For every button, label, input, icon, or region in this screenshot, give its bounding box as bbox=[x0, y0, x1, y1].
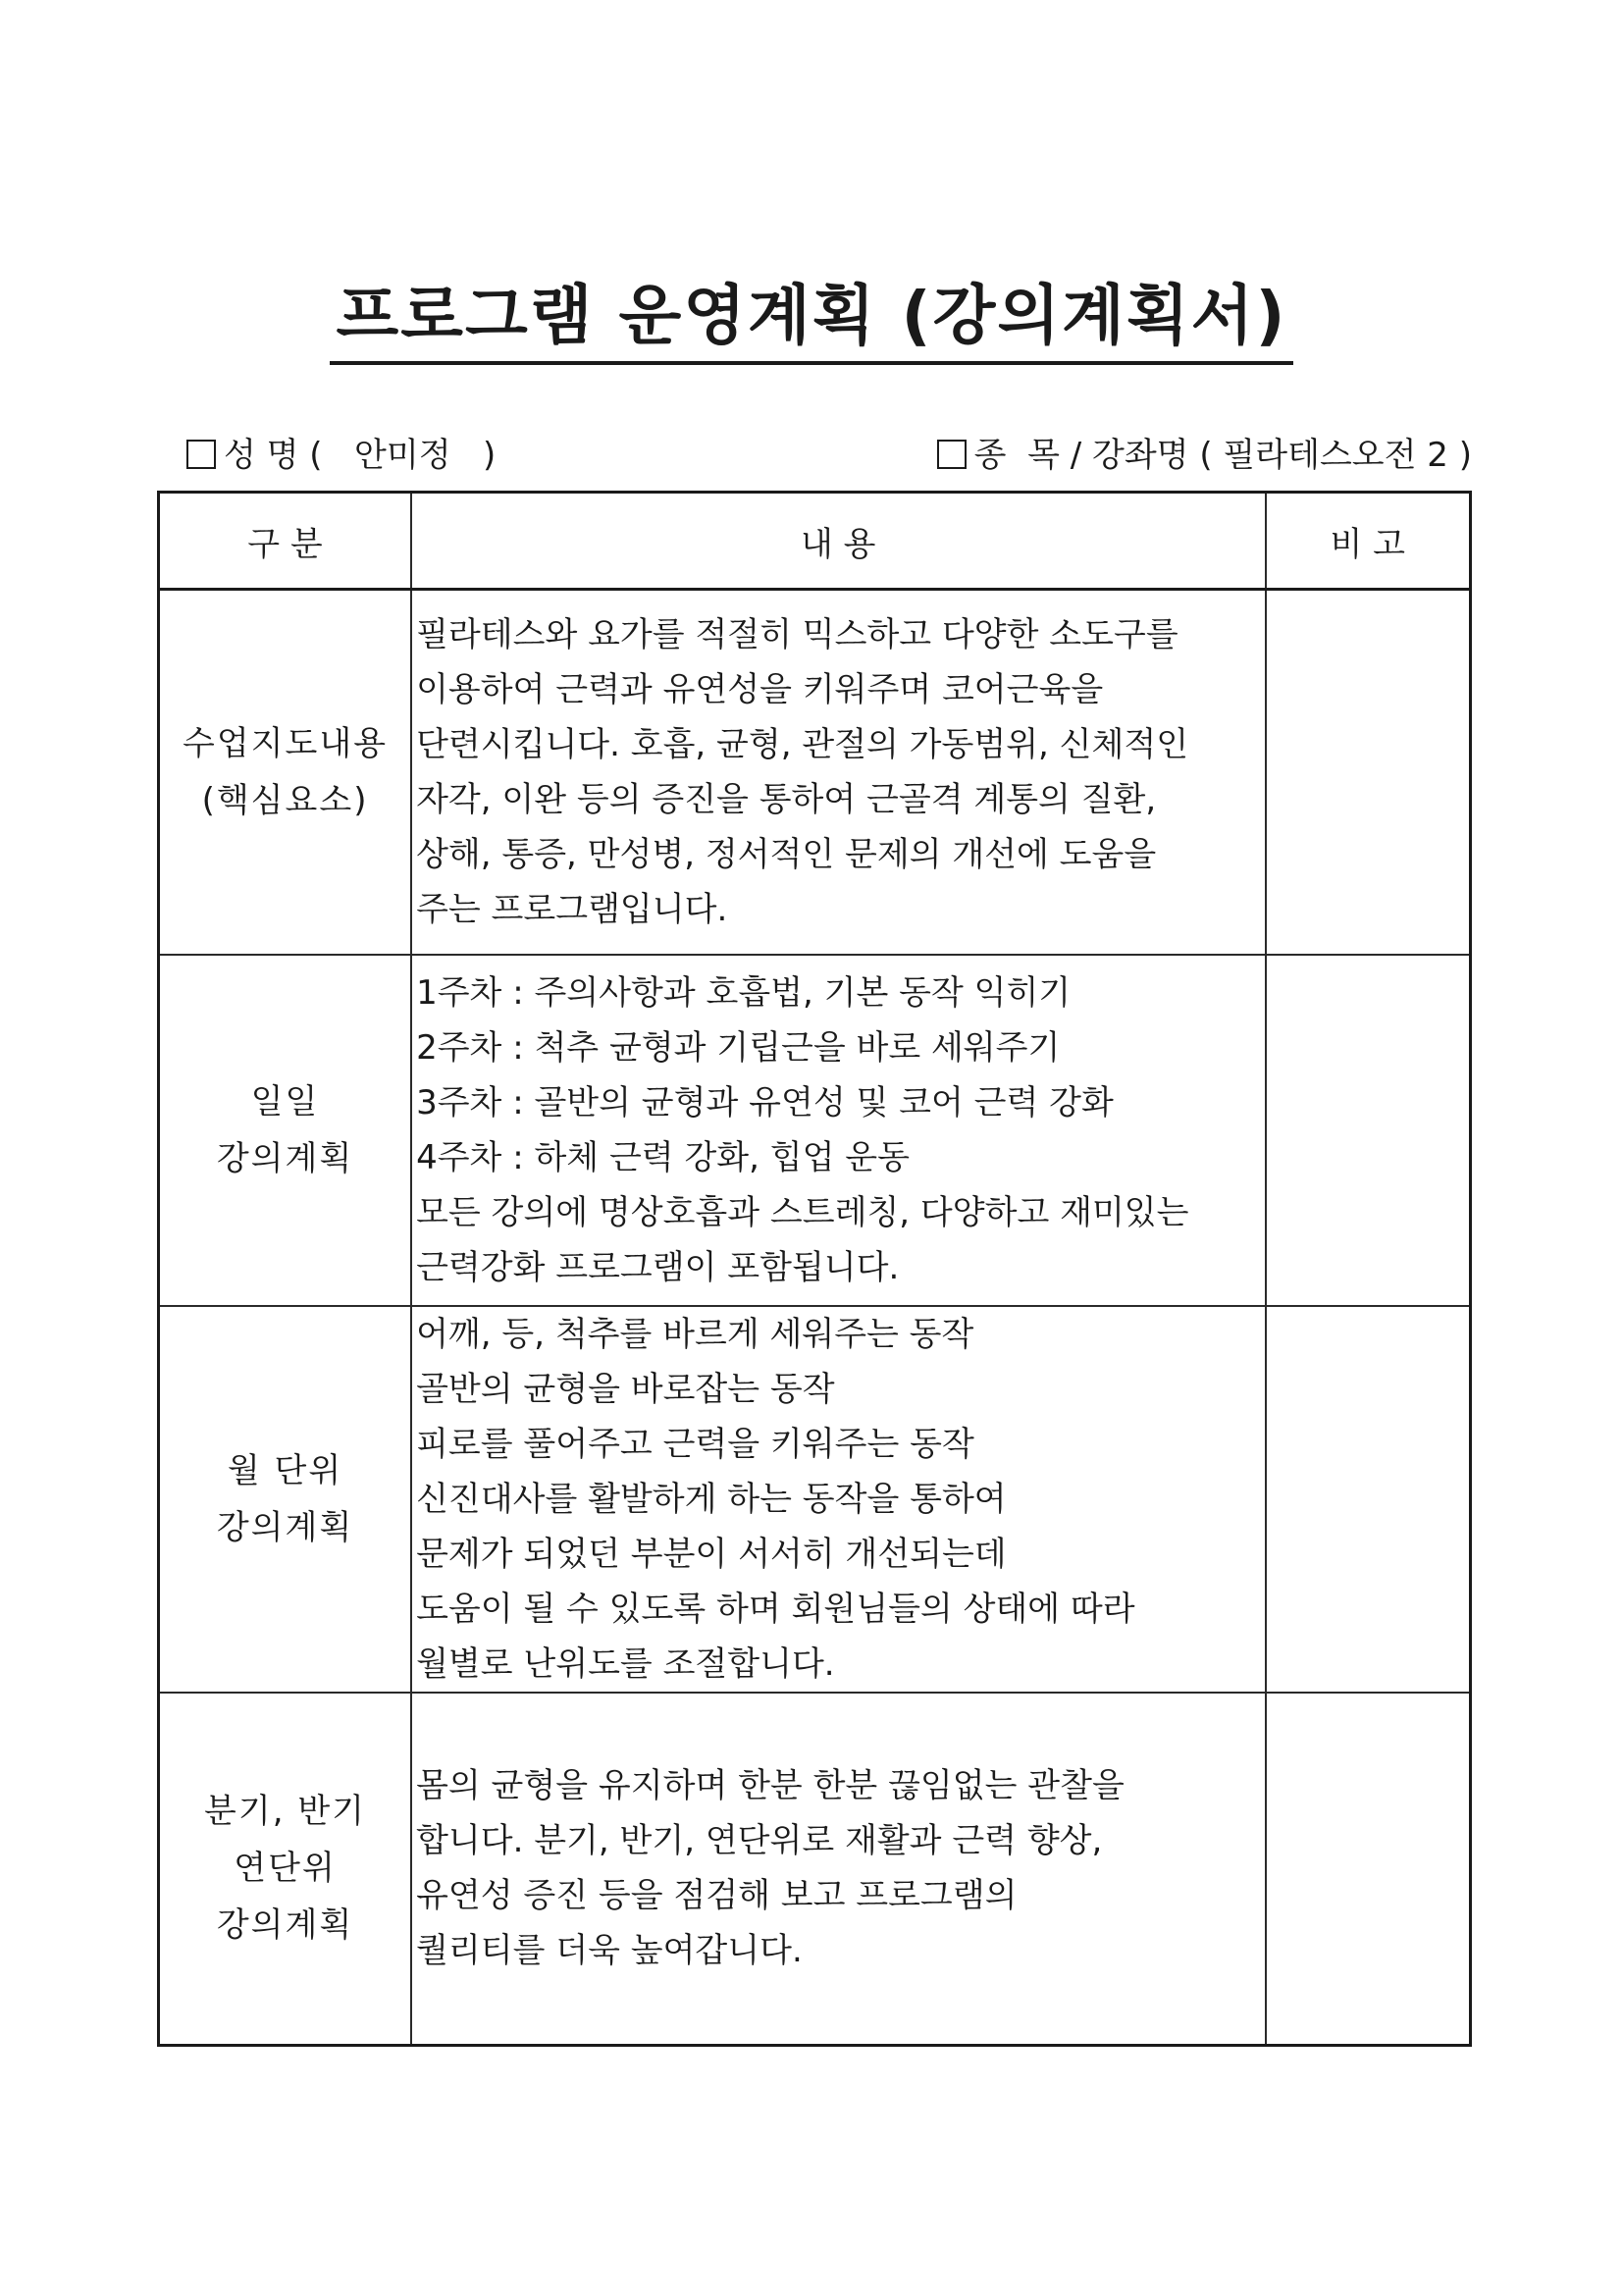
content-line: 도움이 될 수 있도록 하며 회원님들의 상태에 따라 bbox=[416, 1589, 1135, 1629]
row-note bbox=[1266, 1306, 1471, 1693]
content-line: 모든 강의에 명상호흡과 스트레칭, 다양하고 재미있는 bbox=[416, 1192, 1189, 1232]
name-label: 성 명 ( bbox=[224, 436, 323, 475]
content-line: 단련시킵니다. 호흡, 균형, 관절의 가동범위, 신체적인 bbox=[416, 724, 1189, 764]
content-line: 월별로 난위도를 조절합니다. bbox=[416, 1644, 835, 1684]
content-line: 2주차 : 척추 균형과 기립근을 바로 세워주기 bbox=[416, 1027, 1061, 1068]
table-row bbox=[159, 955, 1471, 1306]
content-line: 문제가 되었던 부분이 서서히 개선되는데 bbox=[416, 1534, 1007, 1574]
course-value: 필라테스오전 2 bbox=[1223, 436, 1448, 475]
table-header-row bbox=[159, 493, 1471, 590]
row-label bbox=[159, 1693, 412, 2046]
row-label-line: 일일 bbox=[250, 1081, 320, 1122]
table-row bbox=[159, 1693, 1471, 2046]
header-content: 내 용 bbox=[411, 493, 1265, 590]
content-line: 필라테스와 요가를 적절히 믹스하고 다양한 소도구를 bbox=[416, 614, 1178, 654]
content-line: 4주차 : 하체 근력 강화, 힙업 운동 bbox=[416, 1137, 910, 1177]
name-value: 안미정 bbox=[354, 436, 451, 475]
row-label bbox=[159, 1306, 412, 1693]
row-content bbox=[411, 590, 1265, 955]
row-label-line: 연단위 bbox=[234, 1849, 337, 1889]
row-label-line: 월 단위 bbox=[227, 1450, 343, 1490]
row-label-line: 분기, 반기 bbox=[204, 1792, 367, 1832]
row-note bbox=[1266, 590, 1471, 955]
row-label bbox=[159, 955, 412, 1306]
table-row bbox=[159, 1306, 1471, 1693]
name-close: ) bbox=[483, 436, 497, 475]
checkbox-icon bbox=[937, 440, 967, 469]
table-row bbox=[159, 590, 1471, 955]
content-line: 퀄리티를 더욱 높여갑니다. bbox=[416, 1931, 803, 1971]
content-line: 합니다. 분기, 반기, 연단위로 재활과 근력 향상, bbox=[416, 1821, 1103, 1861]
content-line: 근력강화 프로그램이 포함됩니다. bbox=[416, 1247, 900, 1287]
content-line: 몸의 균형을 유지하며 한분 한분 끊임없는 관찰을 bbox=[416, 1766, 1125, 1806]
row-label-line: 강의계획 bbox=[216, 1138, 354, 1178]
row-label-line: (핵심요소) bbox=[201, 780, 369, 820]
content-line: 피로를 풀어주고 근력을 키워주는 동작 bbox=[416, 1424, 974, 1464]
row-content bbox=[411, 955, 1265, 1306]
content-line: 상해, 통증, 만성병, 정서적인 문제의 개선에 도움을 bbox=[416, 834, 1157, 874]
row-content bbox=[411, 1306, 1265, 1693]
name-field bbox=[186, 428, 496, 483]
course-field bbox=[937, 428, 1472, 483]
content-line: 골반의 균형을 바로잡는 동작 bbox=[416, 1369, 835, 1409]
plan-table bbox=[157, 491, 1472, 2047]
checkbox-icon bbox=[186, 440, 216, 469]
document-title-wrap bbox=[0, 273, 1623, 365]
course-label: 종 목 / 강좌명 ( bbox=[973, 436, 1213, 475]
content-line: 이용하여 근력과 유연성을 키워주며 코어근육을 bbox=[416, 669, 1104, 709]
content-line: 1주차 : 주의사항과 호흡법, 기본 동작 익히기 bbox=[416, 972, 1072, 1013]
course-close: ) bbox=[1458, 436, 1472, 475]
content-line: 유연성 증진 등을 점검해 보고 프로그램의 bbox=[416, 1876, 1018, 1916]
row-label-line: 강의계획 bbox=[216, 1507, 354, 1547]
content-line: 신진대사를 활발하게 하는 동작을 통하여 bbox=[416, 1479, 1007, 1519]
content-line: 주는 프로그램입니다. bbox=[416, 889, 728, 929]
header-note: 비 고 bbox=[1266, 493, 1471, 590]
content-line: 자각, 이완 등의 증진을 통하여 근골격 계통의 질환, bbox=[416, 779, 1157, 819]
row-content bbox=[411, 1693, 1265, 2046]
row-note bbox=[1266, 955, 1471, 1306]
row-label bbox=[159, 590, 412, 955]
document-title: 프로그램 운영계획 (강의계획서) bbox=[330, 273, 1292, 365]
header-category: 구 분 bbox=[159, 493, 412, 590]
content-line: 3주차 : 골반의 균형과 유연성 및 코어 근력 강화 bbox=[416, 1082, 1114, 1122]
row-note bbox=[1266, 1693, 1471, 2046]
row-label-line: 수업지도내용 bbox=[182, 723, 389, 763]
content-line: 어깨, 등, 척추를 바르게 세워주는 동작 bbox=[416, 1314, 974, 1354]
row-label-line: 강의계획 bbox=[216, 1905, 354, 1946]
